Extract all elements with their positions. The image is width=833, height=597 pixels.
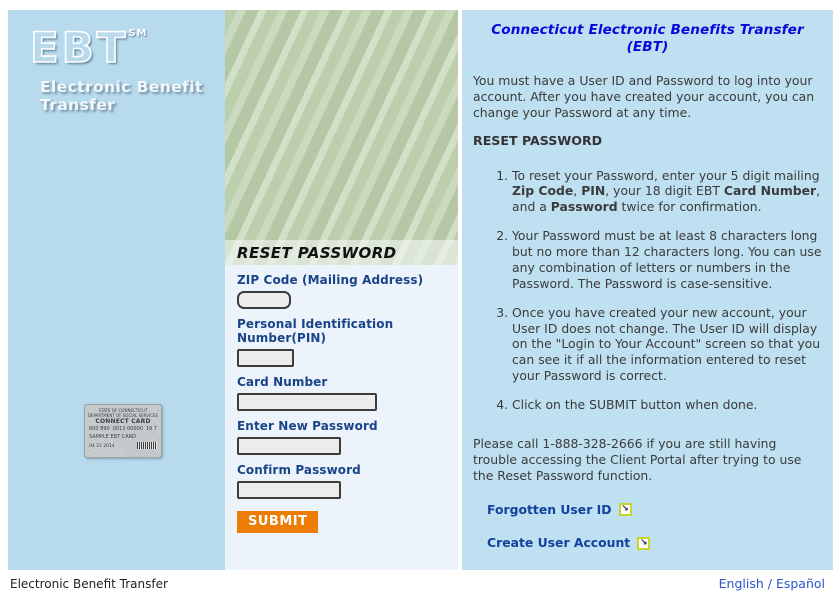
card-sample-label: SAMPLE EBT CARD bbox=[89, 434, 137, 440]
instructions-list bbox=[473, 168, 822, 413]
step1-bold-pin: PIN bbox=[581, 183, 606, 199]
card-num-2: 0013 00000 bbox=[112, 426, 143, 432]
step1-text: To reset your Password, enter your 5 digit mailing bbox=[512, 167, 820, 183]
reset-password-form-panel bbox=[225, 10, 458, 570]
step1-bold-zip: Zip Code bbox=[512, 183, 574, 199]
card-dept-line: DEPARTMENT OF SOCIAL SERVICES bbox=[87, 413, 159, 418]
step1-bold-password: Password bbox=[550, 199, 618, 215]
ebt-logo-text: EBT bbox=[30, 23, 129, 72]
card-state-line: STATE OF CONNECTICUT bbox=[98, 408, 148, 413]
instruction-step-4: 4. Click on the SUBMIT button when done. bbox=[512, 397, 822, 413]
card-date: 04 21 2014 bbox=[89, 444, 115, 449]
help-phone-text: Please call 1-888-328-2666 if you are still having trouble accessing the Client Portal after trying to use the Reset Password function. bbox=[473, 435, 802, 483]
sample-ebt-card-image bbox=[84, 404, 162, 458]
zip-code-label: ZIP Code (Mailing Address) bbox=[237, 273, 424, 287]
step1-bold-card: Card Number bbox=[723, 183, 817, 199]
instruction-step-3: 3. Once you have created your new account, your User ID does not change. The User ID will display on the "Login to Your Account" screen so that you can see it if all the information entered to reset your Password is correct. bbox=[512, 305, 822, 384]
card-num-1: 600 890 bbox=[89, 426, 110, 432]
language-separator: / bbox=[763, 576, 776, 591]
ebt-logo-sm-superscript: SM bbox=[128, 28, 148, 39]
sidebar-tagline: Electronic Benefit Transfer bbox=[40, 78, 203, 114]
new-password-label: Enter New Password bbox=[237, 419, 378, 433]
goto-arrow-icon[interactable]: ↘ bbox=[619, 503, 632, 516]
card-numbers bbox=[85, 425, 161, 433]
reset-password-heading: RESET PASSWORD bbox=[473, 133, 603, 149]
create-user-account-link[interactable]: Create User Account bbox=[487, 535, 631, 551]
language-link-english[interactable]: English bbox=[718, 576, 764, 591]
green-beans-photo bbox=[225, 10, 458, 265]
card-title: CONNECT CARD bbox=[95, 418, 151, 425]
form-title: RESET PASSWORD bbox=[225, 240, 458, 265]
pin-label: Personal Identification Number(PIN) bbox=[237, 317, 394, 345]
ebt-logo bbox=[8, 10, 225, 114]
forgotten-user-id-link[interactable]: Forgotten User ID bbox=[487, 501, 612, 517]
confirm-password-label: Confirm Password bbox=[237, 463, 361, 477]
sidebar bbox=[8, 10, 225, 570]
intro-paragraph: You must have a User ID and Password to log into your account. After you have created your account, you can change your Password at any time. bbox=[473, 72, 815, 120]
confirm-password-input[interactable] bbox=[237, 481, 341, 499]
pin-input[interactable] bbox=[237, 349, 294, 367]
card-number-label: Card Number bbox=[237, 375, 328, 389]
zip-code-input[interactable] bbox=[237, 291, 291, 309]
instruction-step-1: 1. To reset your Password, enter your 5 digit mailing Zip Code, PIN, your 18 digit EBT Card Number, and a Password twice for confirmation. bbox=[512, 168, 822, 216]
language-link-spanish[interactable]: Español bbox=[775, 576, 825, 591]
card-num-3: 19 7 bbox=[145, 426, 157, 432]
card-barcode bbox=[137, 442, 157, 449]
language-switcher bbox=[719, 576, 825, 591]
new-password-input[interactable] bbox=[237, 437, 341, 455]
goto-arrow-icon[interactable]: ↘ bbox=[637, 537, 650, 550]
info-panel bbox=[462, 10, 833, 570]
card-number-input[interactable] bbox=[237, 393, 377, 411]
submit-button[interactable]: SUBMIT bbox=[237, 511, 318, 533]
footer-brand-text: Electronic Benefit Transfer bbox=[10, 577, 168, 591]
reset-password-form bbox=[225, 265, 458, 533]
page-title: Connecticut Electronic Benefits Transfer (EBT) bbox=[491, 22, 804, 56]
instruction-step-2: 2. Your Password must be at least 8 characters long but no more than 12 characters long. You can use any combination of letters or numbers in the Password. The Password is case-sensitive. bbox=[512, 228, 822, 292]
